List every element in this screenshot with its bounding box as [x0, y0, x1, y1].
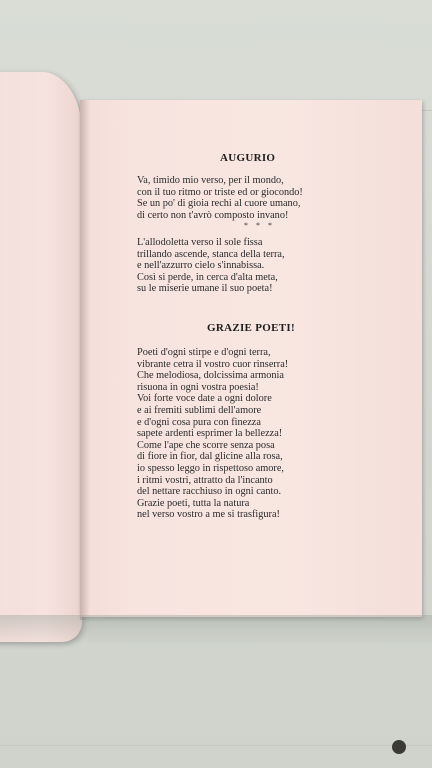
poem-line: sapete ardenti esprimer la bellezza!	[137, 428, 283, 440]
poem-title-grazie-poeti: GRAZIE POETI!	[207, 322, 295, 334]
poem1-stanza2	[137, 237, 337, 295]
poem-line: di fiore in fior, dal glicine alla rosa,	[137, 451, 283, 463]
poem-line: risuona in ogni vostra poesia!	[137, 381, 259, 393]
poem-title-augurio: AUGURIO	[220, 152, 276, 164]
poem-line: io spesso leggo in rispettoso amore,	[137, 462, 284, 474]
book-shadow	[0, 615, 432, 645]
poem1-stanza1	[137, 175, 337, 221]
poem-line: su le miserie umane il suo poeta!	[137, 283, 273, 295]
poem-line: Va, timido mio verso, per il mondo,	[137, 175, 284, 186]
poem-line: Che melodiosa, dolcissima armonia	[137, 370, 284, 382]
left-page	[0, 72, 82, 642]
poem-line: Voi forte voce date a ogni dolore	[137, 393, 272, 405]
poem-line: e nell'azzurro cielo s'innabissa.	[137, 260, 265, 272]
poem-line: nel verso vostro a me si trasfigura!	[137, 509, 280, 521]
stanza-separator: * * *	[244, 221, 275, 230]
poem-line: e ai fremiti sublimi dell'amore	[137, 404, 262, 416]
poem-line: trillando ascende, stanca della terra,	[137, 248, 285, 260]
poem-line: Come l'ape che scorre senza posa	[137, 439, 275, 451]
poem-line: di certo non t'avrò composto invano!	[137, 209, 289, 221]
poem-line: e d'ogni cosa pura con finezza	[137, 416, 261, 428]
table-seam	[0, 745, 432, 746]
poem-line: del nettare racchiuso in ogni canto.	[137, 486, 282, 498]
book-gutter	[80, 100, 90, 620]
poem-line: i ritmi vostri, attratto da l'incanto	[137, 474, 273, 486]
poem-line: L'allodoletta verso il sole fissa	[137, 237, 263, 248]
poem-line: vibrante cetra il vostro cuor rinserra!	[137, 358, 289, 370]
poem-line: Poeti d'ogni stirpe e d'ogni terra,	[137, 347, 271, 358]
poem-line: Così si perde, in cerca d'alta meta,	[137, 271, 278, 283]
poem-line: Se un po' di gioia rechi al cuore umano,	[137, 198, 301, 210]
poem2-stanza	[137, 347, 337, 521]
poem-line: con il tuo ritmo or triste ed or giocondo!	[137, 186, 303, 198]
poem-line: Grazie poeti, tutta la natura	[137, 497, 250, 509]
table-dot	[392, 740, 406, 754]
